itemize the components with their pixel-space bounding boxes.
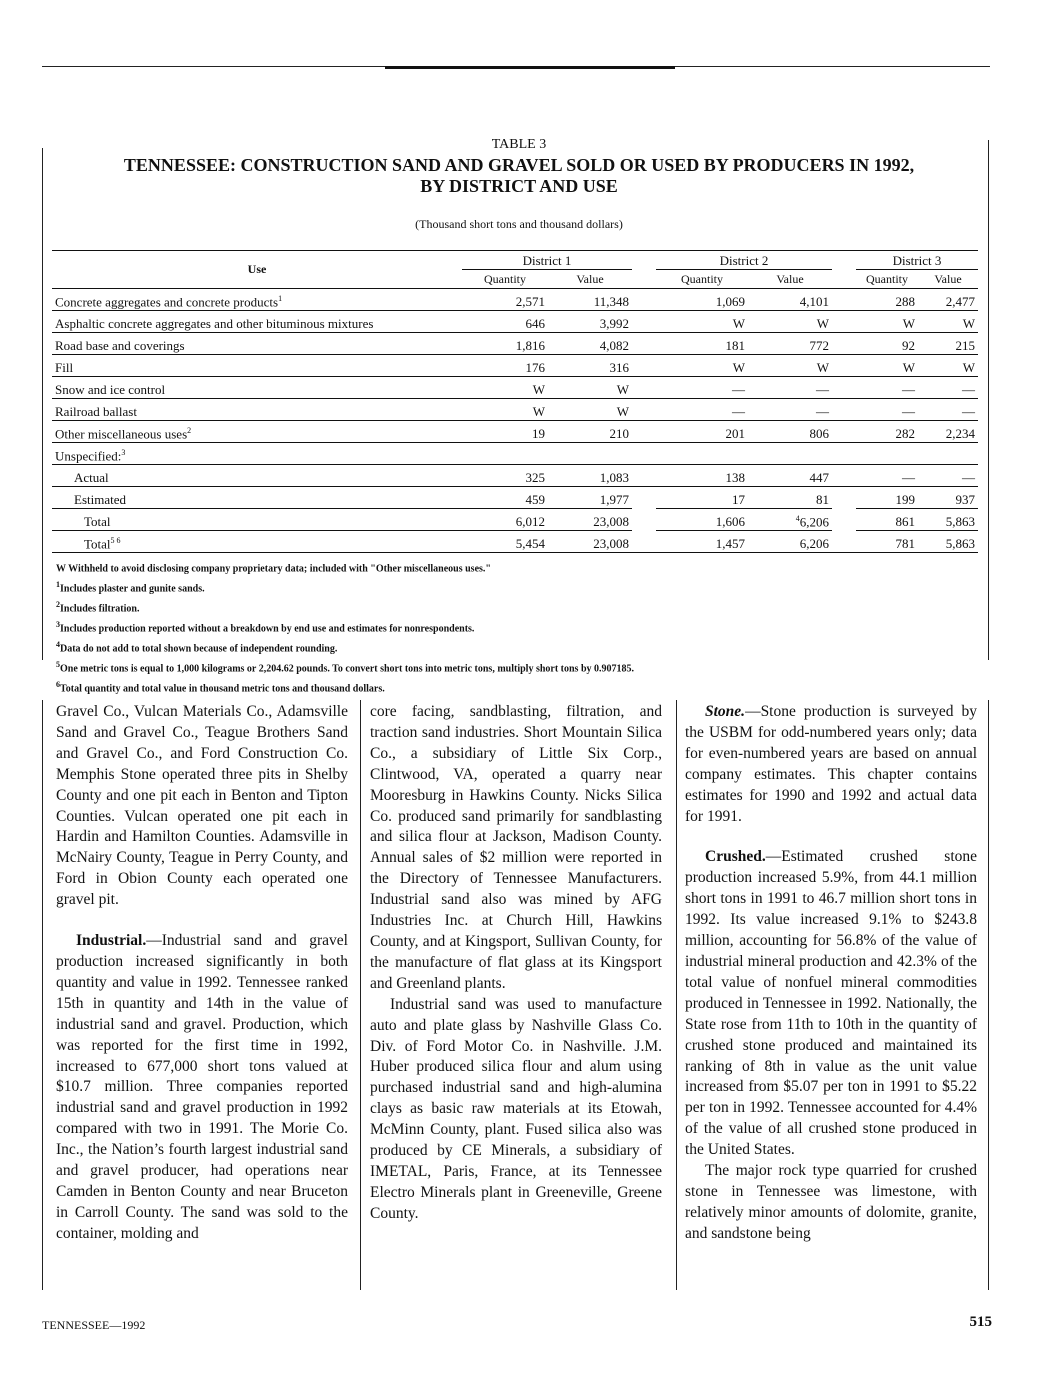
cell-d1-value: W	[548, 377, 632, 399]
d3-quantity-header: Quantity	[866, 271, 908, 286]
cell-d2-value: 6,206	[799, 514, 829, 529]
cell-d1-value: 1,083	[548, 465, 632, 487]
text-column-1	[56, 702, 348, 1245]
table-row	[52, 421, 978, 443]
d2-quantity-header: Quantity	[681, 271, 723, 286]
cell-d2-value: 81	[748, 487, 832, 509]
cell-d1-quantity: W	[462, 377, 548, 399]
cell-d1-quantity: 5,454	[462, 531, 548, 553]
cell-d2-value: W	[748, 311, 832, 333]
paragraph: Industrial.—Industrial sand and gravel production increased significantly in both quantity and value in 1992. Tennessee ranked 15th in quantity and 14th in the value of industrial sand and gravel. Production, which was reported for the first time in 1992, increased to 677,000 short tons valued at $10.7 million. Three companies reported industrial sand and gravel production in 1992 compared with two in 1991. The Morie Co. Inc., the Nation’s fourth largest industrial sand and gravel producer, had operations near Camden in Benton County and near Bruceton in Carroll County. The sand was sold to the container, molding and	[56, 932, 348, 1242]
table-row-estimated	[52, 487, 978, 509]
cell-d3-value: 215	[918, 333, 978, 355]
paragraph: Stone.—Stone production is surveyed by the USBM for odd-numbered years only; data for even-numbered years are based on annual company estimates. This chapter contains estimates for 1990 and 1992 and actual data for 1991.	[685, 703, 977, 825]
footnote: W Withheld to avoid disclosing company proprietary data; included with "Other miscellaneous uses."	[56, 563, 491, 575]
row-use: Total	[52, 509, 462, 531]
table-subtitle: (Thousand short tons and thousand dollars)	[415, 217, 623, 231]
table-row-total-metric	[52, 531, 978, 553]
use-header: Use	[52, 251, 462, 289]
cell-d3-value: 5,863	[918, 531, 978, 553]
table-row-unspecified	[52, 443, 978, 465]
row-use: Concrete aggregates and concrete products	[55, 294, 279, 309]
cell-d3-quantity: —	[856, 399, 918, 421]
cell-d1-quantity: 459	[462, 487, 548, 509]
cell-d1-value: 23,008	[548, 531, 632, 553]
cell-d2-quantity: 138	[656, 465, 748, 487]
cell-d3-value: —	[918, 465, 978, 487]
cell-d3-value: 5,863	[918, 509, 978, 531]
row-use: Estimated	[52, 487, 462, 509]
cell-d1-value: 210	[548, 421, 632, 443]
table-footnotes	[56, 557, 956, 696]
cell-d3-quantity: 92	[856, 333, 918, 355]
cell-d1-quantity: 325	[462, 465, 548, 487]
cell-d1-value: W	[548, 399, 632, 421]
footnote-ref: 3	[121, 447, 126, 457]
cell-d2-quantity: 201	[656, 421, 748, 443]
unspecified-label: Unspecified:	[55, 448, 122, 463]
cell-d2-quantity: —	[656, 377, 748, 399]
row-use: Asphaltic concrete aggregates and other bituminous mixtures	[52, 311, 462, 333]
cell-d1-quantity: 2,571	[462, 289, 548, 311]
paragraph: core facing, sandblasting, filtration, and traction sand industries. Short Mountain Silica Co., a subsidiary of Little Six Corp., Clintwood, VA, operated a quarry near Mooresburg in Hawkins County. Nicks Silica Co. produced sand primarily for sandblasting and silica flour at Jackson, Madison County. Annual sales of $2 million were reported in the Directory of Tennessee Manufacturers. Industrial sand also was mined by AFG Industries Inc. at Church Hill, Hawkins County, and at Kingsport, Sullivan County, for the manufacture of flat glass at its Kingsport and Greenland plants.	[370, 703, 662, 992]
table-title-line1: TENNESSEE: CONSTRUCTION SAND AND GRAVEL SOLD OR USED BY PRODUCERS IN 1992,	[123, 155, 915, 175]
district3-header: District 3	[856, 251, 978, 270]
d1-value-header: Value	[576, 271, 604, 286]
cell-d2-quantity: W	[656, 311, 748, 333]
cell-d3-quantity: 199	[856, 487, 918, 509]
cell-d3-value: —	[918, 377, 978, 399]
cell-d1-value: 1,977	[548, 487, 632, 509]
cell-d2-quantity: W	[656, 355, 748, 377]
cell-d2-value: —	[748, 399, 832, 421]
cell-d2-quantity: 1,606	[656, 509, 748, 531]
cell-d2-quantity: 17	[656, 487, 748, 509]
cell-d1-quantity: 6,012	[462, 509, 548, 531]
footnote-ref: 1	[278, 293, 283, 303]
cell-d1-value: 11,348	[548, 289, 632, 311]
table-row-actual	[52, 465, 978, 487]
d2-value-header: Value	[776, 271, 804, 286]
cell-d3-value: 2,234	[918, 421, 978, 443]
row-use: Total	[84, 536, 111, 551]
cell-d2-quantity: 181	[656, 333, 748, 355]
table-row	[52, 289, 978, 311]
cell-d1-quantity: 19	[462, 421, 548, 443]
footnote: $^3$Includes production reported without a breakdown by end use and estimates for nonrespondents.	[56, 619, 475, 635]
cell-d1-value: 316	[548, 355, 632, 377]
data-table	[52, 250, 978, 553]
table-row	[52, 333, 978, 355]
footnote: $^1$Includes plaster and gunite sands.	[56, 579, 205, 595]
cell-d2-quantity: 1,457	[656, 531, 748, 553]
row-use: Actual	[52, 465, 462, 487]
footnote-ref: 4	[795, 513, 800, 523]
column-rule-2	[676, 700, 677, 1290]
row-use: Road base and coverings	[52, 333, 462, 355]
table-title-line2: BY DISTRICT AND USE	[420, 176, 618, 196]
cell-d3-value: 2,477	[918, 289, 978, 311]
cell-d3-quantity: —	[856, 377, 918, 399]
cell-d2-value: 6,206	[748, 531, 832, 553]
footnote: $^4$Data do not add to total shown because of independent rounding.	[56, 639, 338, 655]
d1-quantity-header: Quantity	[484, 271, 526, 286]
cell-d3-value: —	[918, 399, 978, 421]
section-heading: Stone.	[705, 703, 746, 720]
paragraph: The major rock type quarried for crushed stone in Tennessee was limestone, with relatively minor amounts of dolomite, granite, and sandstone being	[685, 1162, 977, 1242]
cell-d3-value: W	[918, 355, 978, 377]
table-row	[52, 355, 978, 377]
running-footer: TENNESSEE—1992	[42, 1318, 146, 1332]
cell-d3-quantity: W	[856, 311, 918, 333]
table-row	[52, 399, 978, 421]
table-row-total	[52, 509, 978, 531]
cell-d2-quantity: —	[656, 399, 748, 421]
cell-d3-quantity: 288	[856, 289, 918, 311]
cell-d2-value: 772	[748, 333, 832, 355]
row-use: Fill	[52, 355, 462, 377]
district1-header: District 1	[462, 251, 632, 270]
footnote: $^6$Total quantity and total value in thousand metric tons and thousand dollars.	[56, 679, 385, 694]
cell-d1-value: 3,992	[548, 311, 632, 333]
cell-d1-value: 4,082	[548, 333, 632, 355]
district2-header: District 2	[656, 251, 832, 270]
cell-d3-value: 937	[918, 487, 978, 509]
page-number: 515	[969, 1314, 992, 1330]
cell-d2-value: 806	[748, 421, 832, 443]
footnote: $^5$One metric tons is equal to 1,000 kilograms or 2,204.62 pounds. To convert short tons into metric tons, multiply short tons by 0.907185.	[56, 659, 635, 674]
column-rule-left	[42, 700, 43, 1290]
cell-d3-quantity: 861	[856, 509, 918, 531]
section-heading: Industrial.	[76, 932, 147, 950]
cell-d1-quantity: 646	[462, 311, 548, 333]
column-rule-right	[988, 700, 989, 1290]
footnote: $^2$Includes filtration.	[56, 599, 140, 615]
paragraph: Gravel Co., Vulcan Materials Co., Adamsville Sand and Gravel Co., Teague Brothers Sand and Gravel Co., and Ford Construction Co. Memphis Stone operated three pits in Shelby County and one pit each in Benton and Tipton Counties. Vulcan operated one pit each in Hardin and Hamilton Counties. Adamsville in McNairy County, Teague in Perry County, and Ford in Obion County each operated one gravel pit.	[56, 703, 348, 909]
table-row	[52, 311, 978, 333]
table-row	[52, 377, 978, 399]
footnote-ref: 2	[187, 425, 192, 435]
cell-d1-quantity: 1,816	[462, 333, 548, 355]
text-column-2	[370, 702, 662, 1225]
cell-d3-quantity: 781	[856, 531, 918, 553]
cell-d2-value: W	[748, 355, 832, 377]
table-label: TABLE 3	[491, 137, 547, 152]
row-use: Railroad ballast	[52, 399, 462, 421]
cell-d1-quantity: W	[462, 399, 548, 421]
cell-d2-value: 4,101	[748, 289, 832, 311]
section-heading: Crushed.	[705, 848, 766, 866]
row-use: Snow and ice control	[52, 377, 462, 399]
cell-d3-value: W	[918, 311, 978, 333]
cell-d2-value: 447	[748, 465, 832, 487]
paragraph: Industrial sand was used to manufacture auto and plate glass by Nashville Glass Co. Div. of Ford Motor Co. in Nashville. J.M. Huber produced silica flour and alum using purchased industrial sand and high-alumina clays as basic raw materials at its Etowah, McMinn County, plant. Fused silica also was produced by CE Minerals, a subsidiary of IMETAL, Paris, France, at its Tennessee Electro Minerals plant in Greeneville, Greene County.	[370, 995, 662, 1222]
paragraph: Crushed.—Estimated crushed stone production increased 5.9%, from 44.1 million short tons in 1991 to 46.7 million short tons in 1992. Its value increased 9.1% to $243.8 million, accounting for 56.8% of the value of industrial mineral production and 42.3% of the total value of nonfuel mineral commodities produced in Tennessee in 1992. Nationally, the State rose from 11th to 10th in the quantity of crushed stone produced and maintained its ranking of 8th in value as the unit value increased from $5.07 per ton in 1991 to $5.22 per ton in 1992. Tennessee accounted for 4.4% of the value of all crushed stone produced in the United States.	[685, 848, 977, 1159]
cell-d3-quantity: —	[856, 465, 918, 487]
cell-d3-quantity: W	[856, 355, 918, 377]
cell-d2-quantity: 1,069	[656, 289, 748, 311]
text-column-3	[685, 702, 977, 1245]
d3-value-header: Value	[934, 271, 962, 286]
footnote-ref: 5 6	[110, 535, 121, 545]
cell-d2-value: —	[748, 377, 832, 399]
top-rule-accent	[385, 66, 675, 69]
column-rule-1	[360, 700, 361, 1290]
cell-d3-quantity: 282	[856, 421, 918, 443]
row-use: Other miscellaneous uses	[55, 426, 188, 441]
cell-d1-quantity: 176	[462, 355, 548, 377]
cell-d1-value: 23,008	[548, 509, 632, 531]
table-title	[0, 155, 1038, 197]
